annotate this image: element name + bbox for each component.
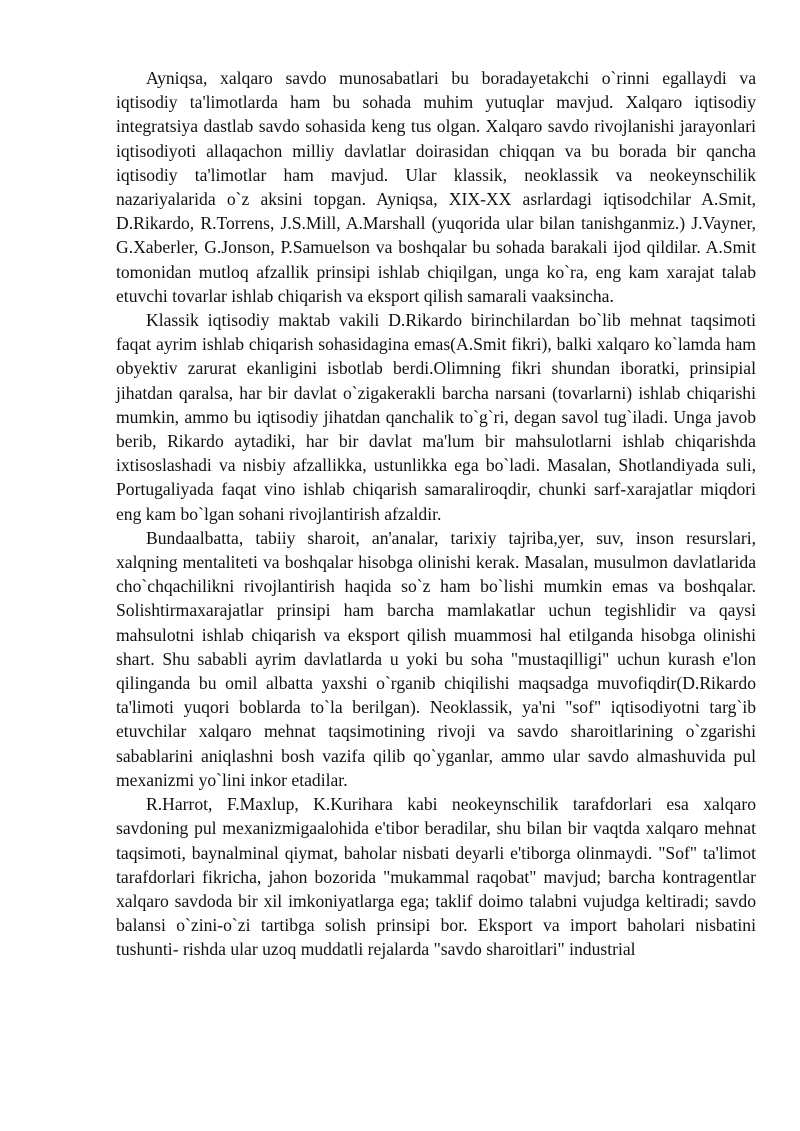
paragraph-trade-theories: Ayniqsa, xalqaro savdo munosabatlari bu boradayetakchi o`rinni egallaydi va iqtisodiy ta'limotlarda ham bu sohada muhim yutuqlar mavjud. Xalqaro iqtisodiy integratsiya dastlab savdo sohasida keng tus olgan. Xalqaro savdo rivojlanishi jarayonlari iqtisodiyoti allaqachon milliy davlatlar doirasidan chiqqan va bu borada bir qancha iqtisodiy ta'limotlar ham mavjud. Ular klassik, neoklassik va neokeynschilik nazariyalarida o`z aksini topgan. Ayniqsa, XIX-XX asrlardagi iqtisodchilar A.Smit, D.Rikardo, R.Torrens, J.S.Mill, A.Marshall (yuqorida ular bilan tanishganmiz.) J.Vayner, G.Xaberler, G.Jonson, P.Samuelson va boshqalar bu sohada barakali ijod qildilar. A.Smit tomonidan mutloq afzallik prinsipi ishlab chiqilgan, unga ko`ra, eng kam xarajat talab etuvchi tovarlar ishlab chiqarish va eksport qilish samarali vaaksincha. <box>116 68 756 306</box>
document-page <box>116 66 756 962</box>
paragraph-ricardo: Klassik iqtisodiy maktab vakili D.Rikardo birinchilardan bo`lib mehnat taqsimoti faqat ayrim ishlab chiqarish sohasidagina emas(A.Smit fikri), balki xalqaro ko`lamda ham obyektiv zarurat ekanligini isbotlab berdi.Olimning fikri shundan iboratki, prinsipial jihatdan qaralsa, har bir davlat o`zigakerakli barcha narsani (tovarlarni) ishlab chiqarishi mumkin, ammo bu iqtisodiy jihatdan qanchalik to`g`ri, degan savol tug`iladi. Unga javob berib, Rikardo aytadiki, har bir davlat ma'lum bir mahsulotlarni ishlab chiqarishda ixtisoslashadi va nisbiy afzallikka, ustunlikka ega bo`ladi. Masalan, Shotlandiyada suli, Portugaliyada faqat vino ishlab chiqarish samaraliroqdir, chunki sarf-xarajatlar miqdori eng kam bo`lgan sohani rivojlantirish afzaldir. <box>116 310 756 524</box>
paragraph-comparative-costs: Bundaalbatta, tabiiy sharoit, an'analar, tarixiy tajriba,yer, suv, inson resurslari, xalqning mentaliteti va boshqalar hisobga olinishi kerak. Masalan, musulmon davlatlarida cho`chqachilikni rivojlantirish haqida so`z ham bo`lishi mumkin emas va boshqalar. Solishtirmaxarajatlar prinsipi ham barcha mamlakatlar uchun tegishlidir va qaysi mahsulotni ishlab chiqarish va eksport qilish muammosi hal etilganda hisobga olinishi shart. Shu sababli ayrim davlatlarda u yoki bu soha "mustaqilligi" uchun kurash e'lon qilinganda bu omil albatta yaxshi o`rganib chiqilishi maqsadga muvofiqdir(D.Rikardo ta'limoti yuqori boblarda to`la berilgan). Neoklassik, ya'ni "sof" iqtisodiyotni targ`ib etuvchilar xalqaro mehnat taqsimotining rivoji va savdo sharoitlarining o`zgarishi sabablarini aniqlashni bosh vazifa qilib qo`yganlar, ammo ular savdo almashuvida pul mexanizmi yo`lini inkor etadilar. <box>116 527 756 790</box>
paragraph-neokeynesians: R.Harrot, F.Maxlup, K.Kurihara kabi neokeynschilik tarafdorlari esa xalqaro savdoning pul mexanizmigaalohida e'tibor beradilar, shu bilan bir vaqtda xalqaro mehnat taqsimoti, baynalminal qiymat, baholar nisbati deyarli e'tiborga olinmaydi. "Sof" ta'limot tarafdorlari fikricha, jahon bozorida "mukammal raqobat" mavjud; barcha kontragentlar xalqaro savdoda bir xil imkoniyatlarga ega; taklif doimo talabni vujudga keltiradi; savdo balansi o`zini-o`zi tartibga solish prinsipi bor. Eksport va import baholari nisbatini tushunti- rishda ular uzoq muddatli rejalarda "savdo sharoitlari" industrial <box>116 794 756 960</box>
